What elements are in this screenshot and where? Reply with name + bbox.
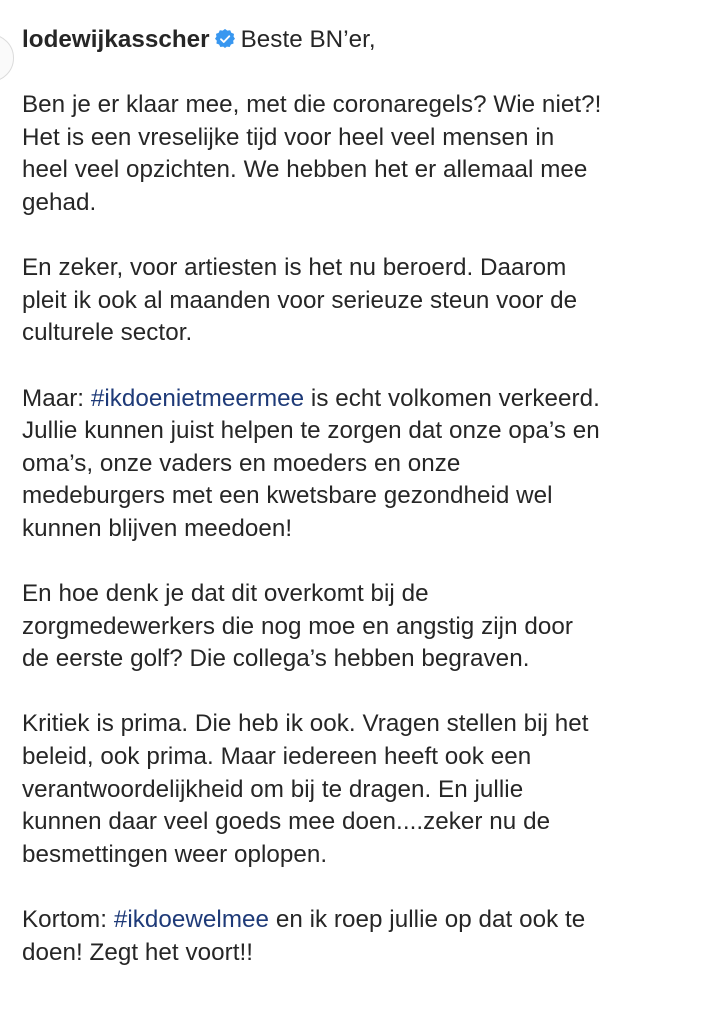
- caption-line: oma’s, onze vaders en moeders en onze: [22, 449, 461, 477]
- caption-line: verantwoordelijkheid om bij te dragen. En jullie: [22, 775, 524, 803]
- caption-line: kunnen daar veel goeds mee doen....zeker nu de: [22, 808, 551, 836]
- caption-body: [22, 89, 702, 969]
- caption-line: Het is een vreselijke tijd voor heel veel mensen in: [22, 123, 555, 151]
- greeting-text: Beste BN’er,: [240, 26, 376, 53]
- verified-badge-icon: [215, 29, 235, 49]
- username-link[interactable]: lodewijkasscher: [22, 26, 210, 53]
- caption-text: Maar:: [22, 384, 91, 412]
- caption-paragraph: [22, 383, 702, 546]
- caption-line: medeburgers met een kwetsbare gezondheid wel: [22, 482, 553, 510]
- caption-text: Kortom:: [22, 906, 114, 934]
- hashtag-link[interactable]: #ikdoewelmee: [113, 906, 270, 934]
- caption-line: En hoe denk je dat dit overkomt bij de: [22, 580, 429, 608]
- caption-line: kunnen blijven meedoen!: [22, 514, 293, 542]
- caption-paragraph: [22, 904, 702, 969]
- hashtag-link[interactable]: #ikdoenietmeermee: [90, 384, 305, 412]
- caption-line: [22, 904, 702, 937]
- caption-line: Kritiek is prima. Die heb ik ook. Vragen stellen bij het: [22, 710, 589, 738]
- caption-header: [22, 24, 702, 57]
- post-caption: [22, 24, 702, 1002]
- caption-line: beleid, ook prima. Maar iedereen heeft ook een: [22, 743, 532, 771]
- caption-line: [22, 383, 702, 416]
- caption-line: heel veel opzichten. We hebben het er allemaal mee: [22, 156, 588, 184]
- caption-paragraph: [22, 708, 702, 871]
- caption-line: culturele sector.: [22, 319, 193, 347]
- caption-paragraph: [22, 578, 702, 676]
- caption-line: Ben je er klaar mee, met die coronaregels? Wie niet?!: [22, 91, 602, 119]
- caption-paragraph: [22, 89, 702, 219]
- caption-text: en ik roep jullie op dat ook te: [269, 906, 586, 934]
- caption-line: besmettingen weer oplopen.: [22, 840, 328, 868]
- caption-line: zorgmedewerkers die nog moe en angstig zijn door: [22, 612, 573, 640]
- caption-line: En zeker, voor artiesten is het nu beroerd. Daarom: [22, 254, 567, 282]
- caption-line: gehad.: [22, 188, 97, 216]
- caption-line: de eerste golf? Die collega’s hebben begraven.: [22, 645, 530, 673]
- avatar[interactable]: [0, 34, 14, 82]
- caption-line: Jullie kunnen juist helpen te zorgen dat onze opa’s en: [22, 417, 600, 445]
- caption-line: doen! Zegt het voort!!: [22, 938, 254, 966]
- caption-text: is echt volkomen verkeerd.: [304, 384, 600, 412]
- caption-line: pleit ik ook al maanden voor serieuze steun voor de: [22, 286, 578, 314]
- caption-paragraph: [22, 252, 702, 350]
